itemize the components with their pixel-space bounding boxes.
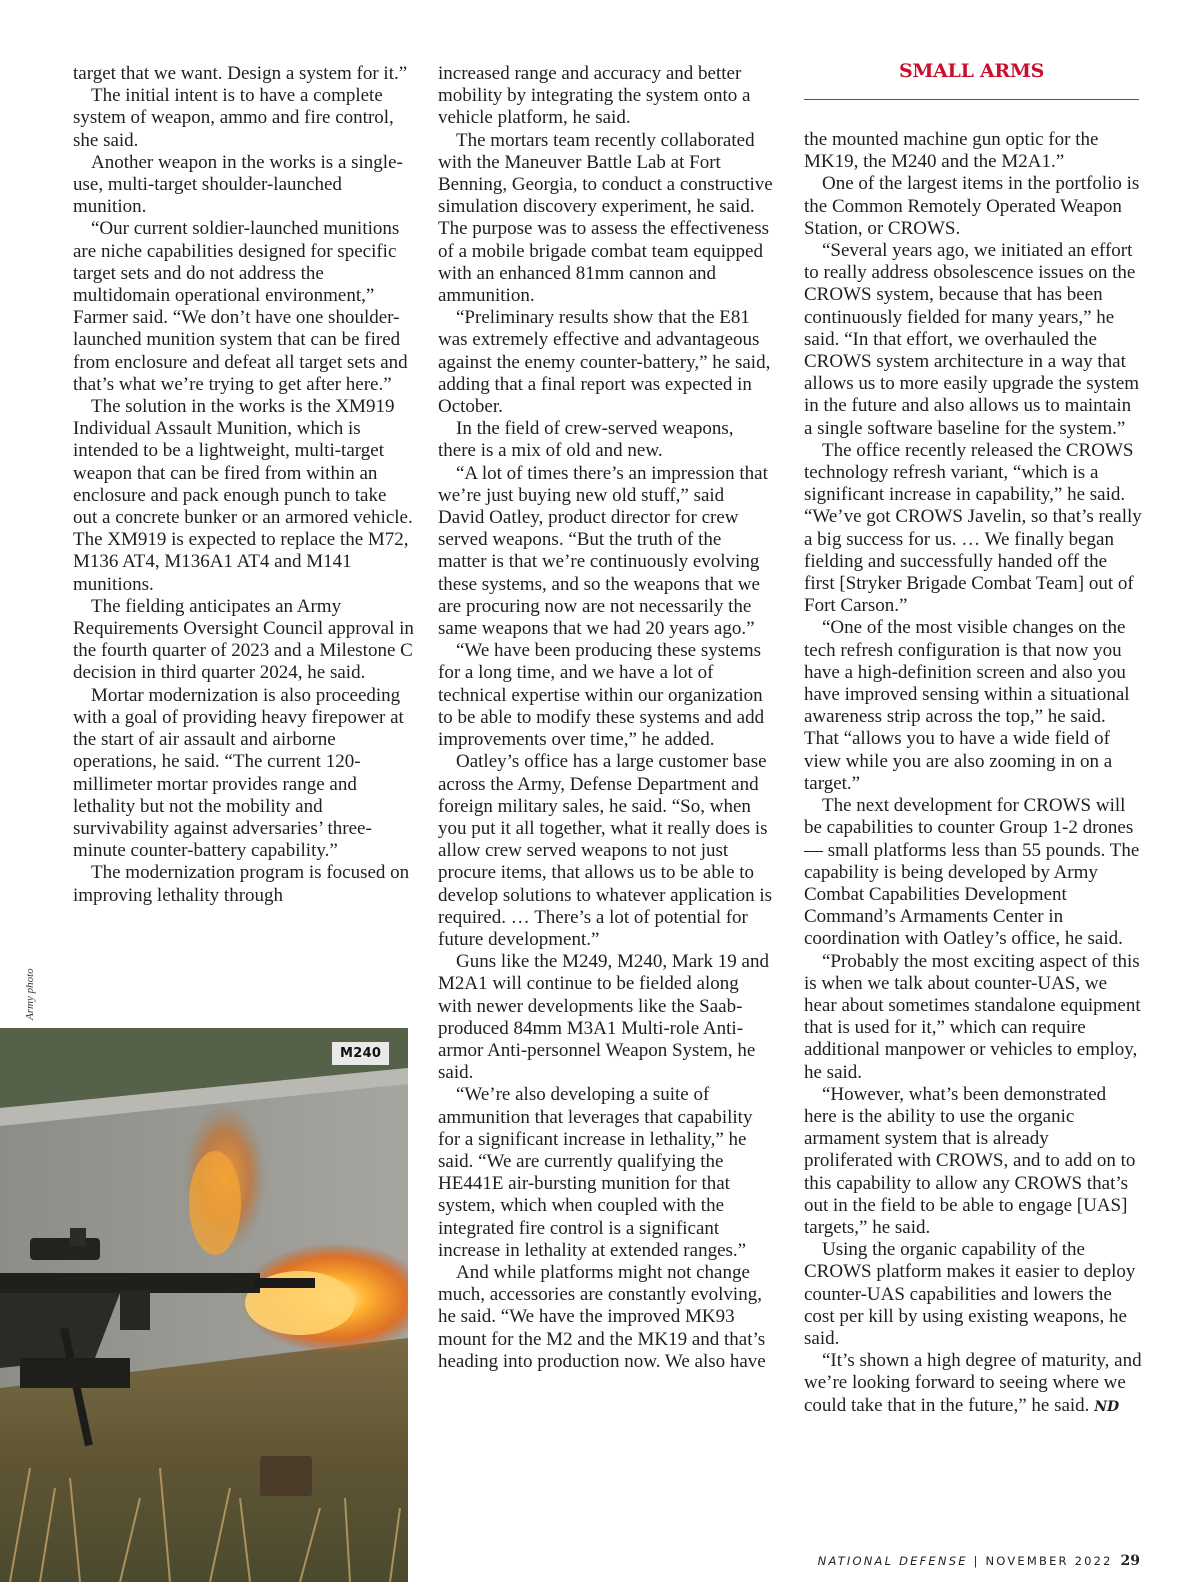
footer-separator: | [973, 1554, 980, 1568]
paragraph: The solution in the works is the XM919 Individual Assault Munition, which is intended to be a lightweight, multi-target weapon that can be fired from within an enclosure and pack enough punch to take out a concrete bunker or an armored vehicle. The XM919 is expected to replace the M72, M136 AT4, M136A1 AT4 and M141 munitions. [73, 396, 413, 595]
m240-photo [0, 1028, 408, 1582]
paragraph: “Preliminary results show that the E81 was extremely effective and advantageous against the enemy counter-battery,” he said, adding that a final report was expected in October. [438, 307, 771, 418]
article-column-3 [804, 129, 1142, 1418]
paragraph: “We have been producing these systems for a long time, and we have a lot of technical expertise within our organization to be able to modify these systems and add improvements over time,” he added. [438, 640, 765, 751]
photo-credit: Army photo [24, 968, 36, 1020]
photo-tag: M240 [332, 1042, 389, 1065]
paragraph: The initial intent is to have a complete system of weapon, ammo and fire control, she said. [73, 85, 394, 151]
paragraph: The mortars team recently collaborated with the Maneuver Battle Lab at Fort Benning, Georgia, to conduct a constructive simulation discovery experiment, he said. The purpose was to assess the effectiveness of a mobile brigade combat team equipped with an enhanced 81mm cannon and ammunition. [438, 129, 773, 307]
paragraph: the mounted machine gun optic for the MK19, the M240 and the M2A1.” [804, 129, 1099, 173]
paragraph: increased range and accuracy and better mobility by integrating the system onto a vehicle platform, he said. [438, 63, 751, 129]
end-mark: ND [1094, 1398, 1120, 1415]
section-divider [804, 99, 1139, 100]
paragraph: The office recently released the CROWS technology refresh variant, “which is a significant increase in capability,” he said. “We’ve got CROWS Javelin, so that’s really a big success for us. … We finally began fielding and successfully handed off the first [Stryker Brigade Combat Team] out of Fort Carson.” [804, 439, 1142, 617]
article-column-1 [73, 63, 415, 907]
paragraph-final [804, 1350, 1142, 1418]
paragraph: Using the organic capability of the CROWS platform makes it easier to deploy counter-UAS capabilities and lowers the cost per kill by using existing weapons, he said. [804, 1239, 1136, 1349]
paragraph: “Our current soldier-launched munitions are niche capabilities designed for specific target sets and do not address the multidomain operational environment,” Farmer said. “We don’t have one shoulder-launched munition system that can be fired from enclosure and defeat all target sets and that’s what we’re trying to get after here.” [73, 218, 408, 395]
section-label: SMALL ARMS [898, 60, 1045, 82]
paragraph: And while platforms might not change much, accessories are constantly evolving, he said. “We have the improved MK93 mount for the M2 and the MK19 and that’s heading into production now. We also have [438, 1261, 766, 1372]
page-footer [818, 1553, 1140, 1569]
paragraph: Guns like the M249, M240, Mark 19 and M2A1 will continue to be fielded along with newer developments like the Saab-produced 84mm M3A1 Multi-role Anti-armor Anti-personnel Weapon System, he said. [438, 951, 769, 1084]
paragraph: In the field of crew-served weapons, there is a mix of old and new. [438, 418, 734, 462]
paragraph: “Several years ago, we initiated an effort to really address obsolescence issues on the CROWS system, because that has been continuously fielded for many years,” he said. “In that effort, we overhauled the CROWS system architecture in a way that allows us to more easily upgrade the system in the future and also allows us to maintain a single software baseline for the system.” [804, 240, 1140, 439]
paragraph: “We’re also developing a suite of ammunition that leverages that capability for a significant increase in lethality,” he said. “We are currently qualifying the HE441E air-bursting munition for that system, which when coupled with the integrated fire control is a significant increase in lethality at extended ranges.” [438, 1084, 753, 1261]
paragraph: The modernization program is focused on improving lethality through [73, 862, 410, 906]
paragraph: “A lot of times there’s an impression that we’re just buying new old stuff,” said David Oatley, product director for crew served weapons. “But the truth of the matter is that we’re continuously evolving these systems, and so the weapons that we are procuring now are not necessarily the same weapons that we had 20 years ago.” [438, 462, 768, 640]
paragraph: The fielding anticipates an Army Requirements Oversight Council approval in the fourth quarter of 2023 and a Milestone C decision in third quarter 2024, he said. [73, 595, 414, 684]
paragraph: “One of the most visible changes on the tech refresh configuration is that now you have a high-definition screen and also you have improved sensing within a situational awareness strip across the top,” he said. That “allows you to have a wide field of view while you are also zooming in on a target.” [804, 617, 1130, 794]
paragraph: Mortar modernization is also proceeding with a goal of providing heavy firepower at the start of air assault and airborne operations, he said. “The current 120-millimeter mortar provides range and lethality but not the mobility and survivability against adversaries’ three-minute counter-battery capability.” [73, 684, 404, 862]
paragraph: Another weapon in the works is a single-use, multi-target shoulder-launched munition. [73, 151, 403, 218]
paragraph: “Probably the most exciting aspect of this is when we talk about counter-UAS, we hear about sometimes standalone equipment that is used for it,” which can require additional manpower or vehicles to employ, he said. [804, 950, 1141, 1083]
publication-name: NATIONAL DEFENSE [817, 1554, 968, 1568]
paragraph: The next development for CROWS will be capabilities to counter Group 1-2 drones — small platforms less than 55 pounds. The capability is being developed by Army Combat Capabilities Development Command’s Armaments Center in coordination with Oatley’s office, he said. [804, 795, 1140, 950]
paragraph-text: “It’s shown a high degree of maturity, and we’re looking forward to seeing where we could take that in the future,” he said. [804, 1350, 1142, 1416]
paragraph: “However, what’s been demonstrated here is the ability to use the organic armament system that is already proliferated with CROWS, and to add on to this capability to allow any CROWS that’s out in the field to be able to engage [UAS] targets,” he said. [804, 1083, 1136, 1238]
paragraph: One of the largest items in the portfolio is the Common Remotely Operated Weapon Station, or CROWS. [804, 173, 1140, 239]
article-column-2 [438, 63, 773, 1373]
paragraph: Oatley’s office has a large customer base across the Army, Defense Department and foreign military sales, he said. “So, when you put it all together, what it really does is allow crew served weapons to not just procure items, that allows us to be able to develop solutions to whatever application is required. … There’s a lot of potential for future development.” [438, 751, 773, 950]
issue-date: NOVEMBER 2022 [985, 1554, 1113, 1568]
page-number: 29 [1120, 1553, 1140, 1569]
paragraph: target that we want. Design a system for it.” [73, 63, 408, 84]
